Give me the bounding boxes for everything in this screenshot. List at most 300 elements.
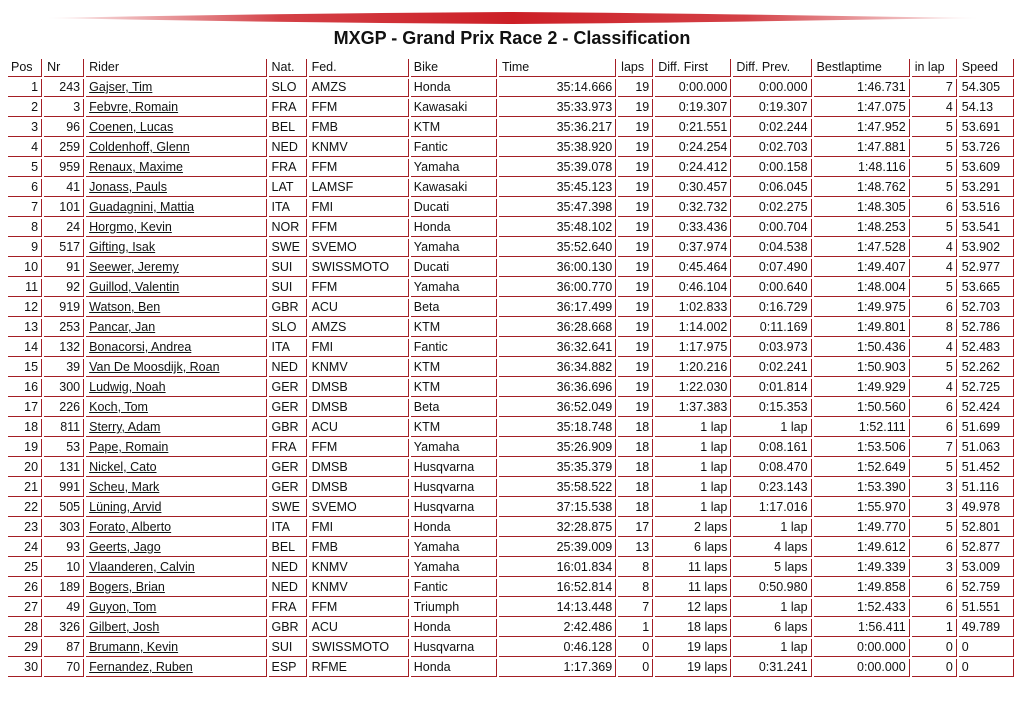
nr-cell: 53 bbox=[44, 439, 84, 457]
nat-cell: GER bbox=[269, 479, 307, 497]
time-cell: 36:17.499 bbox=[499, 299, 616, 317]
nr-cell: 96 bbox=[44, 119, 84, 137]
table-row bbox=[8, 319, 1014, 337]
speed-cell: 0 bbox=[959, 639, 1014, 657]
laps-cell: 13 bbox=[618, 539, 653, 557]
rider-link[interactable]: Guadagnini, Mattia bbox=[89, 200, 195, 214]
rider-cell bbox=[86, 239, 266, 257]
fed-cell: DMSB bbox=[309, 379, 409, 397]
laps-cell: 19 bbox=[618, 79, 653, 97]
bike-cell: Yamaha bbox=[411, 159, 497, 177]
fed-cell: AMZS bbox=[309, 79, 409, 97]
in-lap-cell: 7 bbox=[912, 79, 957, 97]
nat-cell: GBR bbox=[269, 299, 307, 317]
pos-cell: 24 bbox=[8, 539, 42, 557]
nat-cell: SUI bbox=[269, 279, 307, 297]
diff-first-cell: 19 laps bbox=[655, 639, 731, 657]
in-lap-cell: 3 bbox=[912, 499, 957, 517]
col-header-rider: Rider bbox=[86, 59, 266, 77]
time-cell: 36:28.668 bbox=[499, 319, 616, 337]
bestlaptime-cell: 1:53.390 bbox=[814, 479, 910, 497]
pos-cell: 22 bbox=[8, 499, 42, 517]
time-cell: 36:36.696 bbox=[499, 379, 616, 397]
speed-cell: 51.551 bbox=[959, 599, 1014, 617]
rider-cell bbox=[86, 219, 266, 237]
bestlaptime-cell: 1:48.253 bbox=[814, 219, 910, 237]
rider-link[interactable]: Gilbert, Josh bbox=[89, 620, 160, 634]
fed-cell: FFM bbox=[309, 159, 409, 177]
diff-first-cell: 11 laps bbox=[655, 559, 731, 577]
time-cell: 16:52.814 bbox=[499, 579, 616, 597]
diff-first-cell: 1:02.833 bbox=[655, 299, 731, 317]
in-lap-cell: 6 bbox=[912, 539, 957, 557]
col-header-nat: Nat. bbox=[269, 59, 307, 77]
diff-prev-cell: 0:00.000 bbox=[733, 79, 811, 97]
nr-cell: 226 bbox=[44, 399, 84, 417]
speed-cell: 52.483 bbox=[959, 339, 1014, 357]
time-cell: 25:39.009 bbox=[499, 539, 616, 557]
rider-cell bbox=[86, 419, 266, 437]
table-row bbox=[8, 439, 1014, 457]
diff-first-cell: 0:45.464 bbox=[655, 259, 731, 277]
pos-cell: 21 bbox=[8, 479, 42, 497]
bike-cell: KTM bbox=[411, 379, 497, 397]
diff-prev-cell: 0:31.241 bbox=[733, 659, 811, 677]
header-row bbox=[8, 59, 1014, 77]
diff-first-cell: 1:22.030 bbox=[655, 379, 731, 397]
table-row bbox=[8, 599, 1014, 617]
table-row bbox=[8, 119, 1014, 137]
fed-cell: FFM bbox=[309, 219, 409, 237]
table-row bbox=[8, 499, 1014, 517]
rider-link[interactable]: Renaux, Maxime bbox=[89, 160, 183, 174]
time-cell: 35:14.666 bbox=[499, 79, 616, 97]
fed-cell: SWISSMOTO bbox=[309, 259, 409, 277]
speed-cell: 53.291 bbox=[959, 179, 1014, 197]
bike-cell: KTM bbox=[411, 319, 497, 337]
rider-cell bbox=[86, 499, 266, 517]
nat-cell: SUI bbox=[269, 259, 307, 277]
speed-cell: 52.786 bbox=[959, 319, 1014, 337]
rider-cell bbox=[86, 539, 266, 557]
bestlaptime-cell: 0:00.000 bbox=[814, 659, 910, 677]
rider-link[interactable]: Jonass, Pauls bbox=[89, 180, 167, 194]
rider-cell bbox=[86, 179, 266, 197]
bestlaptime-cell: 1:50.436 bbox=[814, 339, 910, 357]
rider-cell bbox=[86, 139, 266, 157]
rider-cell bbox=[86, 519, 266, 537]
nr-cell: 259 bbox=[44, 139, 84, 157]
nr-cell: 959 bbox=[44, 159, 84, 177]
table-row bbox=[8, 359, 1014, 377]
nr-cell: 132 bbox=[44, 339, 84, 357]
time-cell: 1:17.369 bbox=[499, 659, 616, 677]
bike-cell: Husqvarna bbox=[411, 639, 497, 657]
bike-cell: Kawasaki bbox=[411, 179, 497, 197]
diff-prev-cell: 0:08.470 bbox=[733, 459, 811, 477]
fed-cell: FFM bbox=[309, 599, 409, 617]
time-cell: 35:35.379 bbox=[499, 459, 616, 477]
rider-link[interactable]: Seewer, Jeremy bbox=[89, 260, 179, 274]
rider-link[interactable]: Brumann, Kevin bbox=[89, 640, 179, 654]
in-lap-cell: 1 bbox=[912, 619, 957, 637]
rider-link[interactable]: Scheu, Mark bbox=[89, 480, 160, 494]
time-cell: 14:13.448 bbox=[499, 599, 616, 617]
laps-cell: 18 bbox=[618, 419, 653, 437]
speed-cell: 51.699 bbox=[959, 419, 1014, 437]
speed-cell: 52.725 bbox=[959, 379, 1014, 397]
diff-prev-cell: 0:11.169 bbox=[733, 319, 811, 337]
col-header-speed: Speed bbox=[959, 59, 1014, 77]
speed-cell: 53.691 bbox=[959, 119, 1014, 137]
in-lap-cell: 0 bbox=[912, 659, 957, 677]
laps-cell: 19 bbox=[618, 339, 653, 357]
table-row bbox=[8, 199, 1014, 217]
nat-cell: SUI bbox=[269, 639, 307, 657]
diff-first-cell: 1 lap bbox=[655, 459, 731, 477]
speed-cell: 49.978 bbox=[959, 499, 1014, 517]
bestlaptime-cell: 1:47.952 bbox=[814, 119, 910, 137]
rider-link[interactable]: Guillod, Valentin bbox=[89, 280, 180, 294]
laps-cell: 18 bbox=[618, 479, 653, 497]
bike-cell: Ducati bbox=[411, 199, 497, 217]
bike-cell: KTM bbox=[411, 359, 497, 377]
diff-first-cell: 1 lap bbox=[655, 499, 731, 517]
fed-cell: FMI bbox=[309, 339, 409, 357]
rider-cell bbox=[86, 279, 266, 297]
rider-link[interactable]: Coenen, Lucas bbox=[89, 120, 174, 134]
diff-prev-cell: 0:50.980 bbox=[733, 579, 811, 597]
pos-cell: 25 bbox=[8, 559, 42, 577]
fed-cell: KNMV bbox=[309, 579, 409, 597]
bestlaptime-cell: 1:53.506 bbox=[814, 439, 910, 457]
nr-cell: 93 bbox=[44, 539, 84, 557]
in-lap-cell: 5 bbox=[912, 159, 957, 177]
nr-cell: 10 bbox=[44, 559, 84, 577]
nr-cell: 70 bbox=[44, 659, 84, 677]
laps-cell: 19 bbox=[618, 399, 653, 417]
rider-link[interactable]: Van De Moosdijk, Roan bbox=[89, 360, 220, 374]
nr-cell: 505 bbox=[44, 499, 84, 517]
bike-cell: Yamaha bbox=[411, 559, 497, 577]
rider-link[interactable]: Koch, Tom bbox=[89, 400, 148, 414]
laps-cell: 18 bbox=[618, 439, 653, 457]
diff-prev-cell: 4 laps bbox=[733, 539, 811, 557]
nat-cell: FRA bbox=[269, 99, 307, 117]
table-row bbox=[8, 399, 1014, 417]
table-row bbox=[8, 419, 1014, 437]
diff-first-cell: 12 laps bbox=[655, 599, 731, 617]
bestlaptime-cell: 1:52.649 bbox=[814, 459, 910, 477]
in-lap-cell: 5 bbox=[912, 359, 957, 377]
laps-cell: 0 bbox=[618, 639, 653, 657]
time-cell: 2:42.486 bbox=[499, 619, 616, 637]
diff-first-cell: 1 lap bbox=[655, 419, 731, 437]
diff-prev-cell: 0:07.490 bbox=[733, 259, 811, 277]
speed-cell: 52.759 bbox=[959, 579, 1014, 597]
speed-cell: 53.726 bbox=[959, 139, 1014, 157]
time-cell: 35:39.078 bbox=[499, 159, 616, 177]
fed-cell: FMI bbox=[309, 199, 409, 217]
laps-cell: 18 bbox=[618, 459, 653, 477]
speed-cell: 49.789 bbox=[959, 619, 1014, 637]
bestlaptime-cell: 1:52.433 bbox=[814, 599, 910, 617]
bestlaptime-cell: 1:49.612 bbox=[814, 539, 910, 557]
speed-cell: 53.902 bbox=[959, 239, 1014, 257]
fed-cell: ACU bbox=[309, 619, 409, 637]
nat-cell: NED bbox=[269, 559, 307, 577]
in-lap-cell: 8 bbox=[912, 319, 957, 337]
laps-cell: 18 bbox=[618, 499, 653, 517]
nat-cell: GER bbox=[269, 379, 307, 397]
rider-link[interactable]: Gifting, Isak bbox=[89, 240, 156, 254]
nr-cell: 39 bbox=[44, 359, 84, 377]
fed-cell: FFM bbox=[309, 439, 409, 457]
bestlaptime-cell: 1:48.762 bbox=[814, 179, 910, 197]
fed-cell: FFM bbox=[309, 99, 409, 117]
nat-cell: ITA bbox=[269, 339, 307, 357]
pos-cell: 12 bbox=[8, 299, 42, 317]
diff-first-cell: 0:19.307 bbox=[655, 99, 731, 117]
time-cell: 35:45.123 bbox=[499, 179, 616, 197]
rider-link[interactable]: Forato, Alberto bbox=[89, 520, 172, 534]
page-title: MXGP - Grand Prix Race 2 - Classification bbox=[333, 28, 691, 48]
speed-cell: 53.541 bbox=[959, 219, 1014, 237]
time-cell: 35:48.102 bbox=[499, 219, 616, 237]
bestlaptime-cell: 1:47.881 bbox=[814, 139, 910, 157]
diff-first-cell: 11 laps bbox=[655, 579, 731, 597]
pos-cell: 19 bbox=[8, 439, 42, 457]
bike-cell: Husqvarna bbox=[411, 459, 497, 477]
diff-prev-cell: 0:03.973 bbox=[733, 339, 811, 357]
bestlaptime-cell: 1:47.528 bbox=[814, 239, 910, 257]
nat-cell: ITA bbox=[269, 199, 307, 217]
table-row bbox=[8, 559, 1014, 577]
diff-first-cell: 1:14.002 bbox=[655, 319, 731, 337]
rider-cell bbox=[86, 259, 266, 277]
time-cell: 36:00.770 bbox=[499, 279, 616, 297]
time-cell: 35:26.909 bbox=[499, 439, 616, 457]
pos-cell: 2 bbox=[8, 99, 42, 117]
nat-cell: BEL bbox=[269, 119, 307, 137]
nat-cell: ESP bbox=[269, 659, 307, 677]
diff-first-cell: 2 laps bbox=[655, 519, 731, 537]
diff-prev-cell: 0:04.538 bbox=[733, 239, 811, 257]
rider-link[interactable]: Geerts, Jago bbox=[89, 540, 161, 554]
fed-cell: FFM bbox=[309, 279, 409, 297]
pos-cell: 7 bbox=[8, 199, 42, 217]
nat-cell: NED bbox=[269, 579, 307, 597]
speed-cell: 53.665 bbox=[959, 279, 1014, 297]
laps-cell: 7 bbox=[618, 599, 653, 617]
fed-cell: DMSB bbox=[309, 459, 409, 477]
rider-link[interactable]: Fernandez, Ruben bbox=[89, 660, 193, 674]
bestlaptime-cell: 1:48.004 bbox=[814, 279, 910, 297]
in-lap-cell: 4 bbox=[912, 99, 957, 117]
fed-cell: ACU bbox=[309, 299, 409, 317]
speed-cell: 52.801 bbox=[959, 519, 1014, 537]
pos-cell: 15 bbox=[8, 359, 42, 377]
rider-link[interactable]: Febvre, Romain bbox=[89, 100, 179, 114]
time-cell: 37:15.538 bbox=[499, 499, 616, 517]
table-row bbox=[8, 239, 1014, 257]
time-cell: 35:58.522 bbox=[499, 479, 616, 497]
bestlaptime-cell: 1:52.111 bbox=[814, 419, 910, 437]
table-row bbox=[8, 579, 1014, 597]
nr-cell: 811 bbox=[44, 419, 84, 437]
fed-cell: SWISSMOTO bbox=[309, 639, 409, 657]
speed-cell: 54.13 bbox=[959, 99, 1014, 117]
laps-cell: 19 bbox=[618, 199, 653, 217]
rider-cell bbox=[86, 639, 266, 657]
pos-cell: 4 bbox=[8, 139, 42, 157]
in-lap-cell: 7 bbox=[912, 439, 957, 457]
in-lap-cell: 4 bbox=[912, 239, 957, 257]
bestlaptime-cell: 1:50.560 bbox=[814, 399, 910, 417]
time-cell: 36:34.882 bbox=[499, 359, 616, 377]
diff-prev-cell: 0:19.307 bbox=[733, 99, 811, 117]
nr-cell: 92 bbox=[44, 279, 84, 297]
speed-cell: 53.516 bbox=[959, 199, 1014, 217]
bestlaptime-cell: 1:48.116 bbox=[814, 159, 910, 177]
rider-link[interactable]: Vlaanderen, Calvin bbox=[89, 560, 195, 574]
fed-cell: KNMV bbox=[309, 139, 409, 157]
rider-link[interactable]: Guyon, Tom bbox=[89, 600, 157, 614]
table-row bbox=[8, 259, 1014, 277]
fed-cell: FMI bbox=[309, 519, 409, 537]
rider-cell bbox=[86, 459, 266, 477]
rider-link[interactable]: Nickel, Cato bbox=[89, 460, 157, 474]
rider-cell bbox=[86, 119, 266, 137]
bike-cell: Yamaha bbox=[411, 439, 497, 457]
speed-cell: 51.116 bbox=[959, 479, 1014, 497]
rider-cell bbox=[86, 299, 266, 317]
nat-cell: NED bbox=[269, 139, 307, 157]
rider-link[interactable]: Pape, Romain bbox=[89, 440, 169, 454]
speed-cell: 54.305 bbox=[959, 79, 1014, 97]
diff-prev-cell: 6 laps bbox=[733, 619, 811, 637]
bike-cell: Yamaha bbox=[411, 539, 497, 557]
in-lap-cell: 6 bbox=[912, 399, 957, 417]
in-lap-cell: 6 bbox=[912, 299, 957, 317]
rider-link[interactable]: Coldenhoff, Glenn bbox=[89, 140, 190, 154]
nat-cell: BEL bbox=[269, 539, 307, 557]
rider-link[interactable]: Gajser, Tim bbox=[89, 80, 153, 94]
table-row bbox=[8, 539, 1014, 557]
bike-cell: Fantic bbox=[411, 579, 497, 597]
in-lap-cell: 5 bbox=[912, 519, 957, 537]
rider-link[interactable]: Lüning, Arvid bbox=[89, 500, 162, 514]
in-lap-cell: 5 bbox=[912, 219, 957, 237]
fed-cell: SVEMO bbox=[309, 499, 409, 517]
bike-cell: Honda bbox=[411, 519, 497, 537]
rider-link[interactable]: Pancar, Jan bbox=[89, 320, 156, 334]
table-row bbox=[8, 159, 1014, 177]
diff-prev-cell: 5 laps bbox=[733, 559, 811, 577]
diff-prev-cell: 0:08.161 bbox=[733, 439, 811, 457]
nat-cell: GBR bbox=[269, 619, 307, 637]
bike-cell: Triumph bbox=[411, 599, 497, 617]
time-cell: 0:46.128 bbox=[499, 639, 616, 657]
in-lap-cell: 4 bbox=[912, 339, 957, 357]
bike-cell: Honda bbox=[411, 659, 497, 677]
pos-cell: 18 bbox=[8, 419, 42, 437]
in-lap-cell: 6 bbox=[912, 419, 957, 437]
bestlaptime-cell: 1:46.731 bbox=[814, 79, 910, 97]
diff-prev-cell: 0:02.703 bbox=[733, 139, 811, 157]
rider-link[interactable]: Horgmo, Kevin bbox=[89, 220, 172, 234]
diff-prev-cell: 0:16.729 bbox=[733, 299, 811, 317]
diff-first-cell: 1 lap bbox=[655, 439, 731, 457]
diff-first-cell: 1 lap bbox=[655, 479, 731, 497]
table-row bbox=[8, 519, 1014, 537]
bike-cell: Fantic bbox=[411, 139, 497, 157]
nat-cell: SLO bbox=[269, 319, 307, 337]
rider-cell bbox=[86, 619, 266, 637]
rider-cell bbox=[86, 599, 266, 617]
nr-cell: 517 bbox=[44, 239, 84, 257]
bike-cell: Fantic bbox=[411, 339, 497, 357]
speed-cell: 0 bbox=[959, 659, 1014, 677]
header-brush-stroke bbox=[48, 10, 978, 26]
table-row bbox=[8, 179, 1014, 197]
laps-cell: 19 bbox=[618, 359, 653, 377]
diff-first-cell: 0:00.000 bbox=[655, 79, 731, 97]
nr-cell: 87 bbox=[44, 639, 84, 657]
fed-cell: SVEMO bbox=[309, 239, 409, 257]
diff-prev-cell: 1:17.016 bbox=[733, 499, 811, 517]
diff-first-cell: 6 laps bbox=[655, 539, 731, 557]
time-cell: 36:52.049 bbox=[499, 399, 616, 417]
rider-cell bbox=[86, 359, 266, 377]
rider-cell bbox=[86, 99, 266, 117]
nat-cell: NED bbox=[269, 359, 307, 377]
diff-first-cell: 1:17.975 bbox=[655, 339, 731, 357]
pos-cell: 26 bbox=[8, 579, 42, 597]
rider-link[interactable]: Watson, Ben bbox=[89, 300, 161, 314]
diff-first-cell: 0:37.974 bbox=[655, 239, 731, 257]
nat-cell: FRA bbox=[269, 599, 307, 617]
rider-link[interactable]: Bogers, Brian bbox=[89, 580, 165, 594]
time-cell: 35:36.217 bbox=[499, 119, 616, 137]
nr-cell: 41 bbox=[44, 179, 84, 197]
pos-cell: 11 bbox=[8, 279, 42, 297]
bestlaptime-cell: 1:49.339 bbox=[814, 559, 910, 577]
rider-cell bbox=[86, 79, 266, 97]
pos-cell: 5 bbox=[8, 159, 42, 177]
rider-link[interactable]: Bonacorsi, Andrea bbox=[89, 340, 192, 354]
bike-cell: Honda bbox=[411, 79, 497, 97]
speed-cell: 51.063 bbox=[959, 439, 1014, 457]
bike-cell: KTM bbox=[411, 419, 497, 437]
laps-cell: 8 bbox=[618, 559, 653, 577]
speed-cell: 51.452 bbox=[959, 459, 1014, 477]
in-lap-cell: 5 bbox=[912, 139, 957, 157]
table-row bbox=[8, 219, 1014, 237]
rider-link[interactable]: Ludwig, Noah bbox=[89, 380, 166, 394]
pos-cell: 8 bbox=[8, 219, 42, 237]
nr-cell: 253 bbox=[44, 319, 84, 337]
table-row bbox=[8, 379, 1014, 397]
laps-cell: 19 bbox=[618, 259, 653, 277]
bike-cell: KTM bbox=[411, 119, 497, 137]
rider-link[interactable]: Sterry, Adam bbox=[89, 420, 161, 434]
col-header-diff-prev: Diff. Prev. bbox=[733, 59, 811, 77]
bestlaptime-cell: 1:49.407 bbox=[814, 259, 910, 277]
nat-cell: FRA bbox=[269, 439, 307, 457]
speed-cell: 53.609 bbox=[959, 159, 1014, 177]
table-row bbox=[8, 79, 1014, 97]
